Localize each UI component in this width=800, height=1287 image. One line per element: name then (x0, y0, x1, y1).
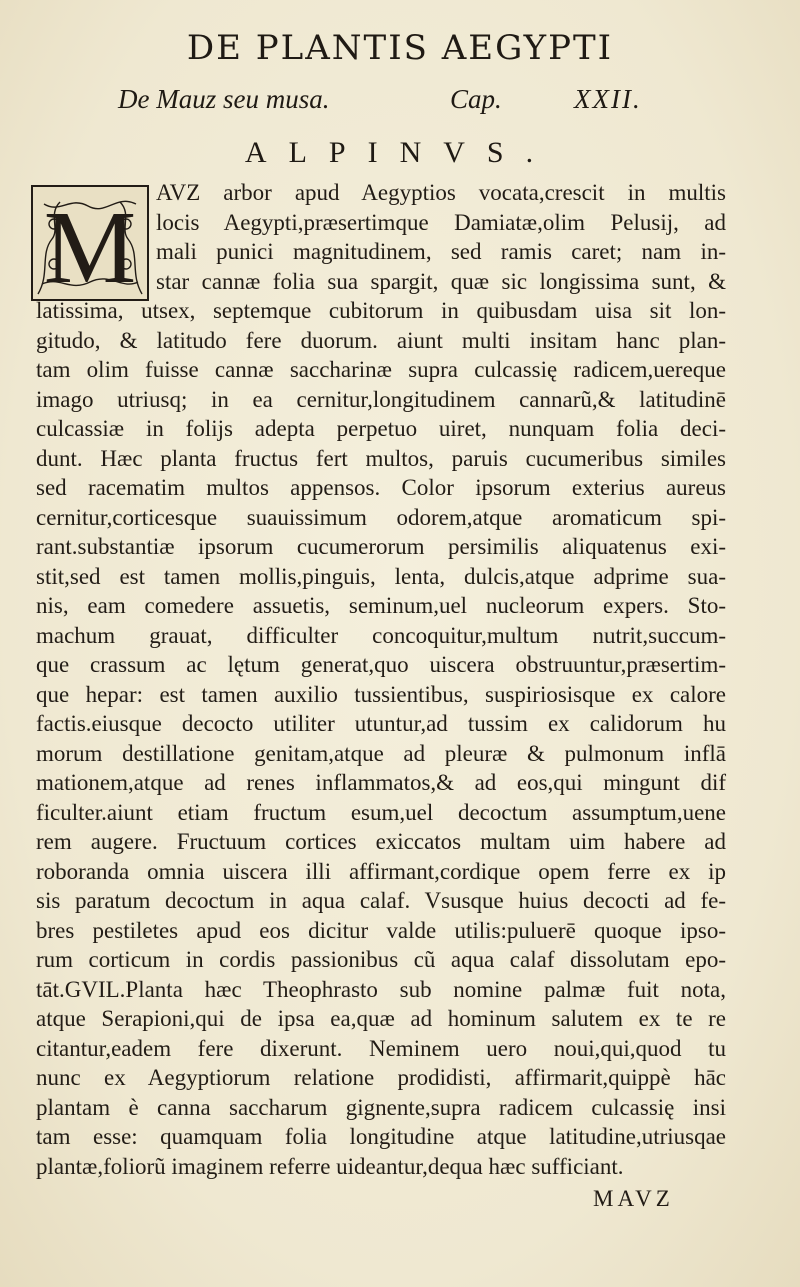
text-line: sed racematim multos appensos. Color ipsorum exterius aureus (36, 475, 726, 500)
text-line: atque Serapioni,qui de ipsa ea,quæ ad hominum salutem ex te re (36, 1006, 726, 1031)
text-line: imago utriusq; in ea cernitur,longitudinem cannarũ,& latitudinē (36, 386, 726, 412)
text-line: ficulter.aiunt etiam fructum esum,uel decoctum assumptum,uene (36, 799, 726, 825)
chapter-title: De Mauz seu musa. (118, 84, 330, 114)
text-line: culcassiæ in folijs adepta perpetuo uiret, nunquam folia deci- (36, 416, 726, 441)
text-line: dunt. Hæc planta fructus fert multos, paruis cucumeribus similes (36, 445, 726, 471)
chapter-heading (0, 84, 800, 124)
text-line: AVZ arbor apud Aegyptios vocata,crescit in multis (156, 180, 726, 205)
text-line: que hepar: est tamen auxilio tussientibus, suspiriosisque ex calore (36, 681, 726, 707)
text-line: plantam è canna saccharum gignente,supra radicem culcassię insi (36, 1094, 726, 1120)
text-line: latissima, utsex, septemque cubitorum in quibusdam uisa sit lon- (36, 298, 726, 323)
text-line: cernitur,corticesque suauissimum odorem,atque aromaticum spi- (36, 504, 726, 530)
running-head: DE PLANTIS AEGYPTI (186, 28, 614, 68)
body-text (36, 178, 726, 1181)
text-line: tam esse: quamquam folia longitudine atque latitudine,utriusqae (36, 1124, 726, 1149)
author-heading: ALPINVS. (244, 136, 556, 169)
text-line: sis paratum decoctum in aqua calaf. Vsusque huius decocti ad fe- (36, 888, 726, 913)
initial-letter: M (43, 190, 137, 302)
text-line: stit,sed est tamen mollis,pinguis, lenta, dulcis,atque adprime sua- (36, 563, 726, 589)
text-line: locis Aegypti,præsertimque Damiatæ,olim Pelusij, ad (156, 209, 726, 235)
text-line: roboranda omnia uiscera illi affirmant,cordique opem ferre ex ip (36, 858, 726, 884)
text-line: star cannæ folia sua spargit, quæ sic longissima sunt, & (156, 268, 726, 294)
text-line: gitudo, & latitudo fere duorum. aiunt multi insitam hanc plan- (36, 327, 726, 353)
text-line: rant.substantiæ ipsorum cucumerorum persimilis aliquatenus exi- (36, 534, 726, 559)
text-line: mationem,atque ad renes inflammatos,& ad eos,qui mingunt dif (36, 770, 726, 795)
text-line: plantæ,foliorũ imaginem referre uideantur,dequa hæc sufficiant. (36, 1153, 624, 1179)
text-line: citantur,eadem fere dixerunt. Neminem uero noui,qui,quod tu (36, 1035, 726, 1061)
text-line: nunc ex Aegyptiorum relatione prodidisti, affirmarit,quippè hāc (36, 1065, 726, 1090)
text-line: tam olim fuisse cannæ saccharinæ supra culcassię radicem,uereque (36, 357, 726, 382)
text-line: nis, eam comedere assuetis, seminum,uel nucleorum expers. Sto- (36, 593, 726, 618)
chapter-cap-label: Cap. (450, 84, 502, 114)
text-line: factis.eiusque decocto utiliter utuntur,ad tussim ex calidorum hu (36, 711, 726, 736)
text-line: machum grauat, difficulter concoquitur,multum nutrit,succum- (36, 622, 726, 648)
catchword: MAVZ (593, 1186, 674, 1211)
text-line: mali punici magnitudinem, sed ramis caret; nam in- (156, 239, 726, 264)
text-line: rum corticum in cordis passionibus cũ aqua calaf dissolutam epo- (36, 947, 726, 972)
text-line: rem augere. Fructuum cortices exiccatos multam uim habere ad (36, 829, 726, 854)
chapter-number: XXII. (574, 84, 642, 114)
text-line: tāt.GVIL.Planta hæc Theophrasto sub nomine palmæ fuit nota, (36, 976, 726, 1002)
text-line: morum destillatione genitam,atque ad pleuræ & pulmonum inflā (36, 740, 726, 766)
text-line: que crassum ac lętum generat,quo uiscera obstruuntur,præsertim- (36, 652, 726, 677)
text-line: bres pestiletes apud eos dicitur valde utilis:puluerē quoque ipso- (36, 917, 726, 943)
